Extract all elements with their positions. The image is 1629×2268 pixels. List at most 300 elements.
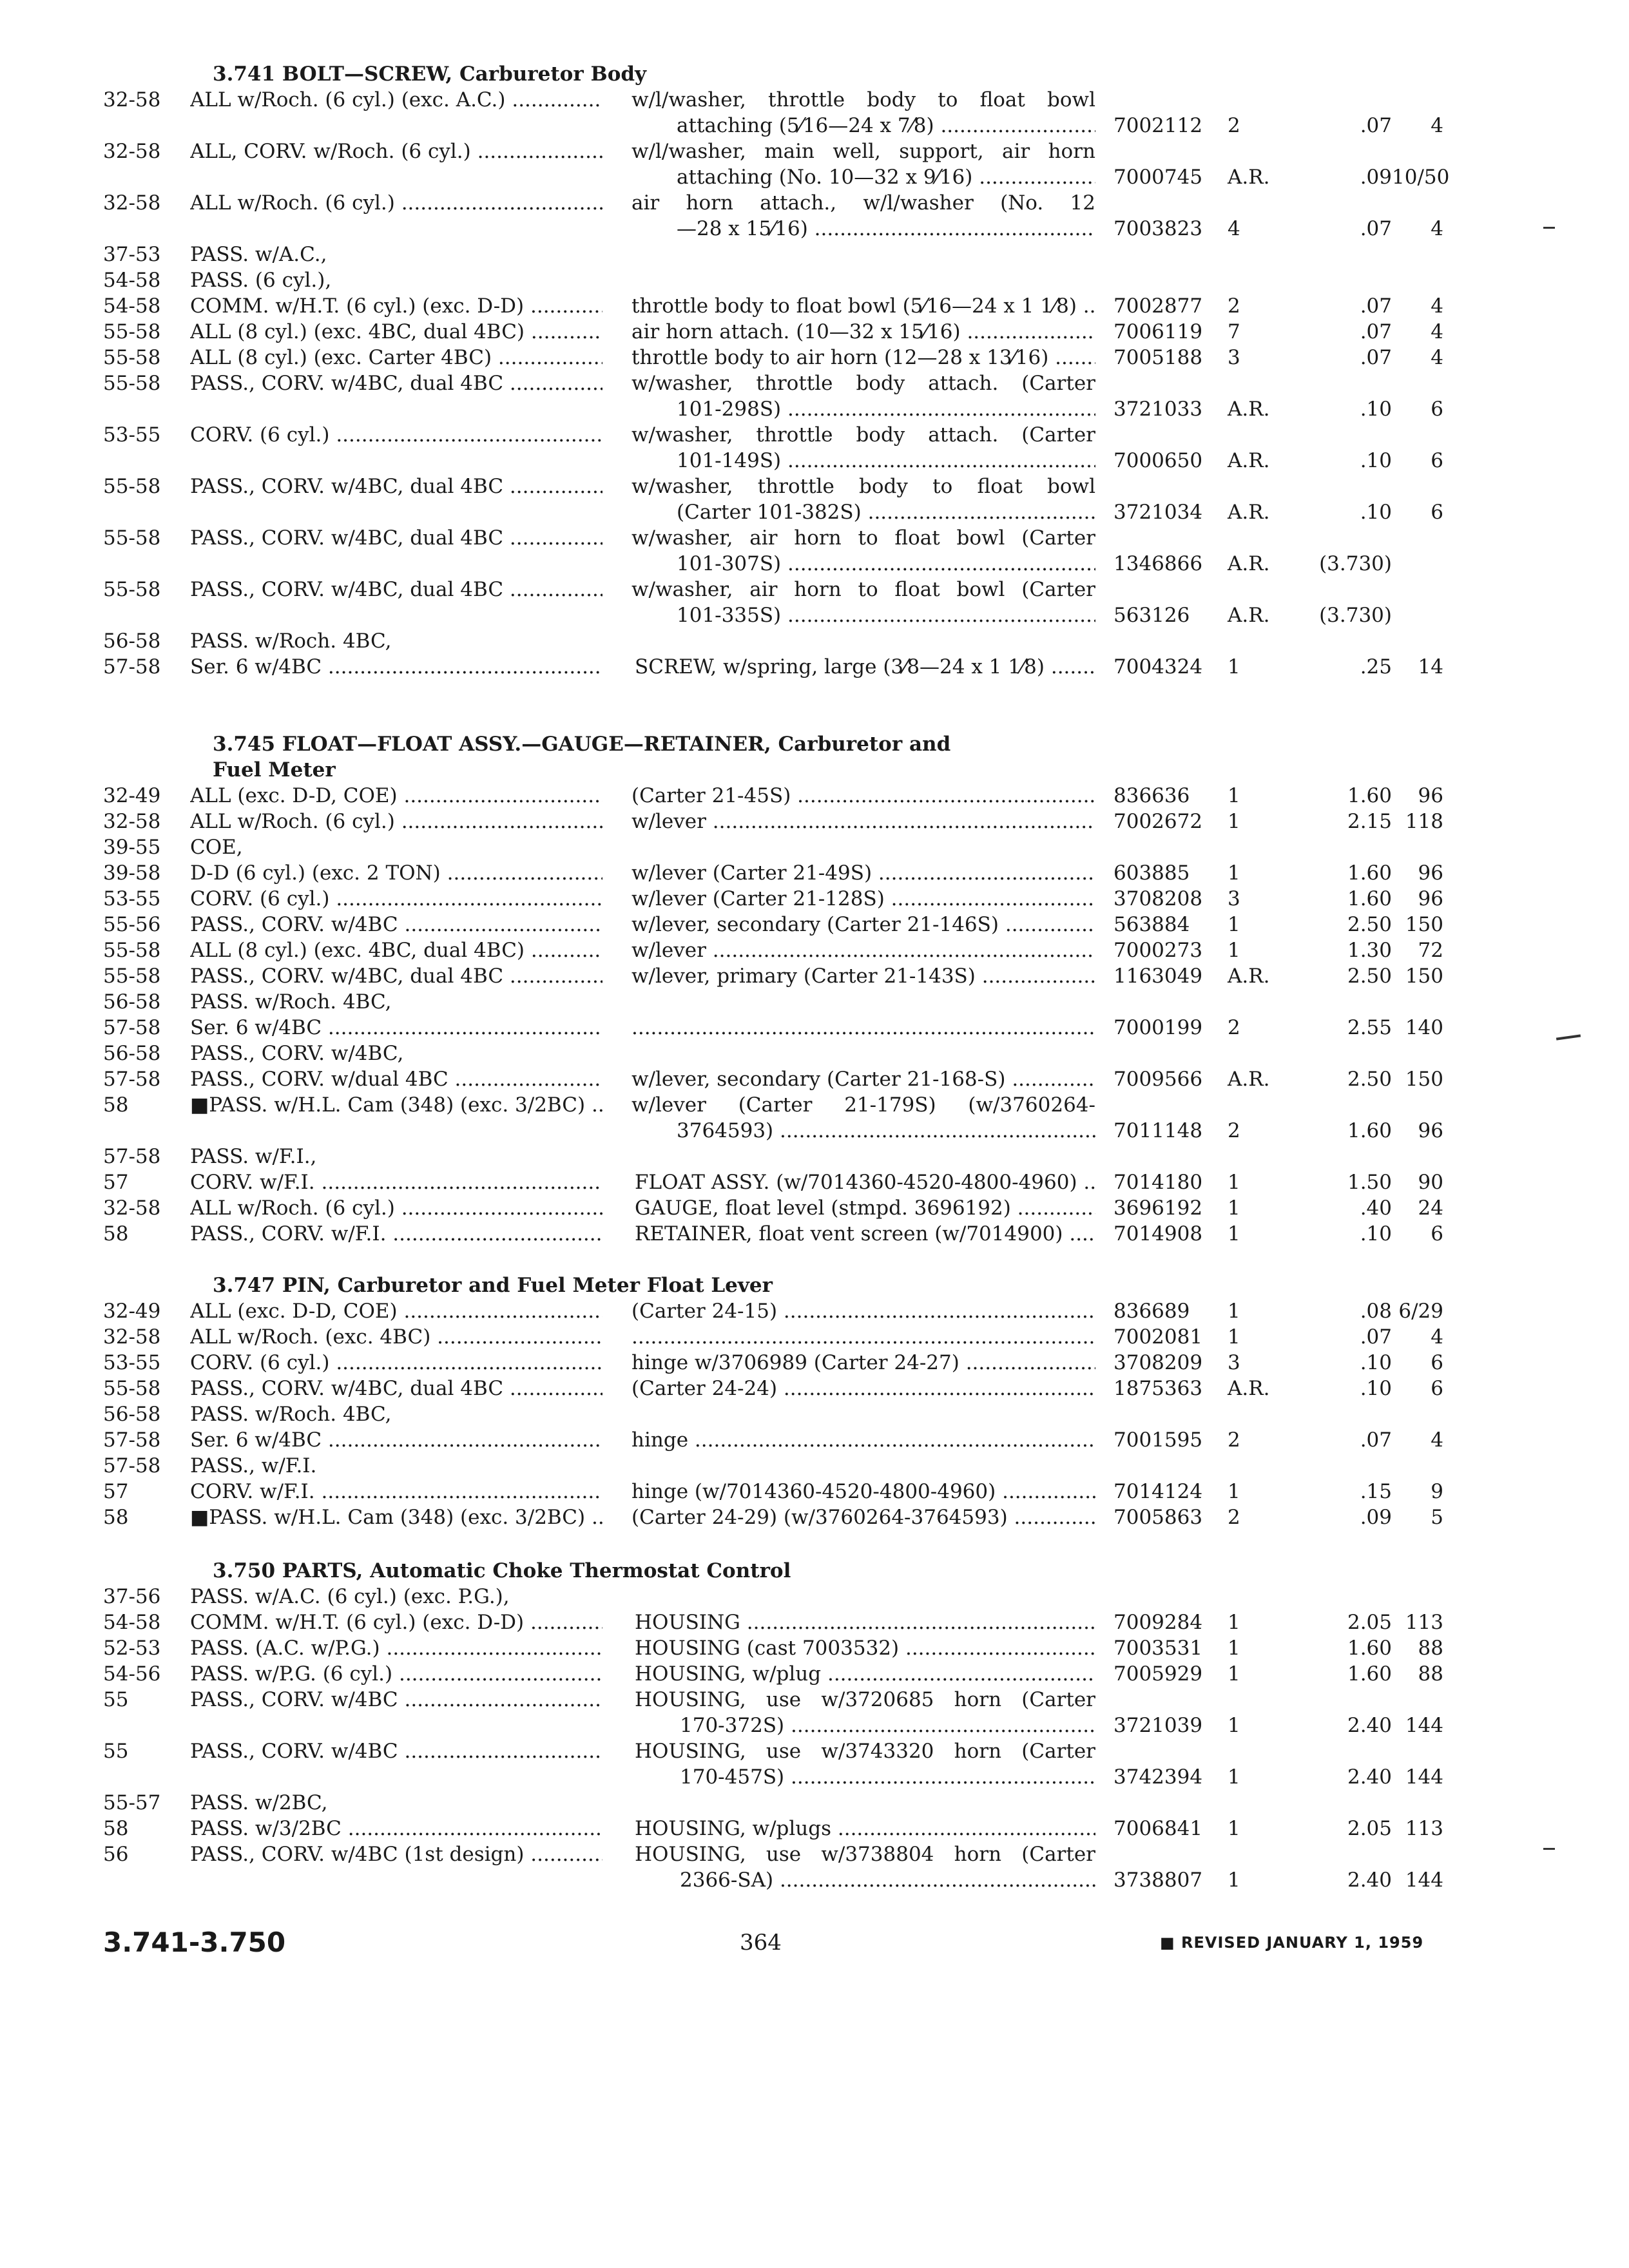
model-applicability: PASS., CORV. w/4BC, dual 4BC .....: [190, 474, 602, 499]
description-line: w/washer, air horn to float bowl (Carter: [631, 526, 1095, 550]
model-applicability: Ser. 6 w/4BC .....: [190, 654, 602, 680]
description-line: HOUSING (cast 7003532) .....: [635, 1635, 1095, 1661]
model-applicability: PASS. w/Roch. 4BC,: [190, 1403, 392, 1426]
model-applicability: PASS. w/Roch. 4BC,: [190, 990, 392, 1014]
list-price: .07: [1360, 320, 1392, 343]
model-applicability: ALL w/Roch. (6 cyl.) .....: [190, 1195, 602, 1221]
part-description: [631, 293, 1095, 319]
package-quantity: 4: [1431, 1325, 1443, 1349]
description-line: hinge .....: [631, 1427, 1095, 1453]
table-row: [0, 1350, 1629, 1376]
page-footer: [0, 1923, 1629, 1962]
section-title: 3.745 FLOAT—FLOAT ASSY.—GAUGE—RETAINER, Carburetor and Fuel Meter: [213, 733, 951, 782]
description-line: attaching (No. 10—32 x 9⁄16) .....: [631, 164, 1095, 190]
package-quantity: 88: [1418, 1662, 1443, 1686]
part-description: [631, 577, 1095, 628]
model-applicability: ALL w/Roch. (6 cyl.) .....: [190, 190, 602, 216]
model-years: 55-58: [103, 965, 161, 988]
model-years: 55-57: [103, 1791, 161, 1814]
model-applicability: PASS., CORV. w/F.I. .....: [190, 1221, 602, 1247]
list-price: 2.55: [1347, 1016, 1392, 1039]
table-row: [0, 1298, 1629, 1324]
table-row: [0, 963, 1629, 989]
description-line: w/washer, throttle body to float bowl: [631, 475, 1095, 498]
package-quantity: 90: [1418, 1171, 1443, 1194]
table-row: [0, 628, 1629, 654]
part-description: [631, 912, 1095, 937]
table-row: [0, 190, 1629, 242]
description-line: (Carter 21-45S) .....: [631, 783, 1095, 809]
model-applicability: COE,: [190, 836, 243, 859]
model-applicability: PASS., CORV. w/4BC, dual 4BC .....: [190, 963, 602, 989]
model-years: 32-49: [103, 784, 161, 807]
part-number: 3742394: [1113, 1765, 1203, 1789]
table-row: [0, 783, 1629, 809]
model-applicability: PASS., CORV. w/4BC .....: [190, 912, 602, 937]
list-price: 1.50: [1347, 1171, 1392, 1194]
model-applicability: PASS., CORV. w/4BC,: [190, 1042, 404, 1065]
part-description: [631, 1324, 1095, 1350]
description-line: 101-335S) .....: [631, 602, 1095, 628]
package-quantity: 6: [1431, 1377, 1443, 1400]
model-years: 58: [103, 1222, 129, 1245]
page-number: 364: [740, 1930, 782, 1956]
list-price: .10: [1360, 501, 1392, 524]
part-description: [631, 370, 1095, 422]
margin-mark: [1543, 1848, 1555, 1850]
part-description: [631, 1066, 1095, 1092]
description-line: 170-372S) .....: [635, 1713, 1095, 1738]
model-applicability: ■PASS. w/H.L. Cam (348) (exc. 3/2BC) .....: [190, 1504, 602, 1530]
list-price: .07: [1360, 1428, 1392, 1452]
list-price: 2.40: [1347, 1765, 1392, 1789]
description-line: SCREW, w/spring, large (3⁄8—24 x 1 1⁄8) .....: [635, 654, 1095, 680]
package-quantity: 6: [1431, 1351, 1443, 1374]
quantity: A.R.: [1228, 1068, 1270, 1091]
part-description: [631, 345, 1095, 370]
model-applicability: PASS. w/F.I.,: [190, 1145, 317, 1168]
part-number: 603885: [1113, 861, 1190, 885]
table-row: [0, 654, 1629, 680]
table-row: [0, 1790, 1629, 1816]
description-line: HOUSING, w/plugs .....: [635, 1816, 1095, 1841]
description-line: GAUGE, float level (stmpd. 3696192) .....: [635, 1195, 1095, 1221]
part-description: [631, 1479, 1095, 1504]
model-applicability: PASS. w/P.G. (6 cyl.) .....: [190, 1661, 602, 1687]
package-quantity: 113: [1405, 1611, 1443, 1634]
model-years: 56-58: [103, 990, 161, 1014]
part-description: [631, 809, 1095, 834]
list-price: 1.60: [1347, 1662, 1392, 1686]
model-applicability: PASS. w/3/2BC .....: [190, 1816, 602, 1841]
table-row: [0, 1066, 1629, 1092]
model-applicability: CORV. w/F.I. .....: [190, 1479, 602, 1504]
list-price: .15: [1360, 1480, 1392, 1503]
model-years: 56: [103, 1843, 129, 1866]
quantity: 1: [1228, 655, 1240, 678]
part-number: 7006841: [1113, 1817, 1203, 1840]
list-price: 2.40: [1347, 1714, 1392, 1737]
model-years: 55-58: [103, 578, 161, 601]
quantity: 1: [1228, 913, 1240, 936]
package-quantity: 4: [1431, 1428, 1443, 1452]
part-description: [631, 1015, 1095, 1041]
package-quantity: 144: [1405, 1714, 1443, 1737]
quantity: 3: [1228, 1351, 1240, 1374]
part-number: 7002672: [1113, 810, 1203, 833]
model-applicability: PASS., CORV. w/4BC .....: [190, 1738, 602, 1764]
model-years: 57-58: [103, 1068, 161, 1091]
part-number: 836636: [1113, 784, 1190, 807]
part-number: 7000650: [1113, 449, 1203, 472]
model-years: 56-58: [103, 1042, 161, 1065]
part-description: [631, 190, 1095, 242]
package-quantity: 144: [1405, 1765, 1443, 1789]
model-years: 57: [103, 1480, 129, 1503]
model-years: 53-55: [103, 887, 161, 910]
part-description: [635, 1610, 1095, 1635]
model-applicability: CORV. w/F.I. .....: [190, 1169, 602, 1195]
model-applicability: PASS. (A.C. w/P.G.) .....: [190, 1635, 602, 1661]
model-years: 39-58: [103, 861, 161, 885]
package-quantity: 150: [1405, 913, 1443, 936]
section-title: 3.750 PARTS, Automatic Choke Thermostat Control: [213, 1559, 791, 1582]
part-description: [635, 1169, 1095, 1195]
package-quantity: 6: [1431, 449, 1443, 472]
table-row: [0, 1401, 1629, 1427]
table-row: [0, 1504, 1629, 1530]
description-line: HOUSING .....: [635, 1610, 1095, 1635]
model-applicability: ALL (8 cyl.) (exc. 4BC, dual 4BC) .....: [190, 319, 602, 345]
description-line: 3764593) .....: [631, 1118, 1095, 1144]
description-line: attaching (5⁄16—24 x 7⁄8) .....: [631, 113, 1095, 139]
part-description: [631, 474, 1095, 525]
model-years: 53-55: [103, 423, 161, 447]
model-years: 37-53: [103, 243, 161, 266]
description-line: w/lever, secondary (Carter 21-146S) .....: [631, 912, 1095, 937]
description-line: w/washer, air horn to float bowl (Carter: [631, 578, 1095, 601]
model-years: 32-58: [103, 88, 161, 111]
quantity: 1: [1228, 1662, 1240, 1686]
list-price: 1.60: [1347, 1637, 1392, 1660]
description-line: HOUSING, w/plug .....: [635, 1661, 1095, 1687]
description-line: 2366-SA) .....: [635, 1867, 1095, 1893]
package-quantity: 10/50: [1392, 166, 1450, 189]
quantity: 1: [1228, 1222, 1240, 1245]
list-price: 1.60: [1347, 887, 1392, 910]
quantity: A.R.: [1228, 166, 1270, 189]
quantity: 1: [1228, 1611, 1240, 1634]
part-description: [631, 139, 1095, 190]
quantity: 1: [1228, 784, 1240, 807]
package-quantity: 6/29: [1398, 1300, 1443, 1323]
model-applicability: ALL (exc. D-D, COE) .....: [190, 1298, 602, 1324]
part-description: [631, 886, 1095, 912]
model-applicability: PASS. w/2BC,: [190, 1791, 328, 1814]
part-description: [631, 1350, 1095, 1376]
part-description: [631, 319, 1095, 345]
model-years: 55-58: [103, 320, 161, 343]
part-number: 7003823: [1113, 217, 1203, 240]
quantity: 2: [1228, 1119, 1240, 1142]
model-years: 57-58: [103, 655, 161, 678]
description-line: HOUSING, use w/3738804 horn (Carter: [635, 1843, 1095, 1866]
quantity: 3: [1228, 346, 1240, 369]
table-row: [0, 242, 1629, 267]
package-quantity: 150: [1405, 965, 1443, 988]
model-applicability: D-D (6 cyl.) (exc. 2 TON) .....: [190, 860, 602, 886]
list-price: .10: [1360, 1222, 1392, 1245]
table-row: [0, 1041, 1629, 1066]
table-row: [0, 370, 1629, 422]
part-number: 3738807: [1113, 1869, 1203, 1892]
part-description: [631, 87, 1095, 139]
list-price: .07: [1360, 294, 1392, 318]
package-quantity: 6: [1431, 501, 1443, 524]
model-applicability: Ser. 6 w/4BC .....: [190, 1015, 602, 1041]
description-line: RETAINER, float vent screen (w/7014900) .....: [635, 1221, 1095, 1247]
model-years: 54-58: [103, 294, 161, 318]
quantity: 2: [1228, 114, 1240, 137]
quantity: 1: [1228, 1196, 1240, 1220]
part-description: [631, 937, 1095, 963]
model-applicability: PASS., CORV. w/dual 4BC .....: [190, 1066, 602, 1092]
table-row: [0, 989, 1629, 1015]
part-number: 7002112: [1113, 114, 1203, 137]
quantity: 2: [1228, 1428, 1240, 1452]
part-number: 7000745: [1113, 166, 1203, 189]
package-quantity: 4: [1431, 217, 1443, 240]
model-applicability: ALL (8 cyl.) (exc. 4BC, dual 4BC) .....: [190, 937, 602, 963]
list-price: .07: [1360, 1325, 1392, 1349]
model-years: 57-58: [103, 1454, 161, 1477]
part-number: 563126: [1113, 604, 1190, 627]
model-applicability: PASS. w/Roch. 4BC,: [190, 629, 392, 653]
description-line: FLOAT ASSY. (w/7014360-4520-4800-4960) .....: [635, 1169, 1095, 1195]
part-number: 7014124: [1113, 1480, 1203, 1503]
model-years: 55-58: [103, 475, 161, 498]
part-number: 7005929: [1113, 1662, 1203, 1686]
quantity: 1: [1228, 1300, 1240, 1323]
part-number: 3708209: [1113, 1351, 1203, 1374]
description-line: air horn attach. (10—32 x 15⁄16) .....: [631, 319, 1095, 345]
model-years: 55-58: [103, 346, 161, 369]
section-title: 3.741 BOLT—SCREW, Carburetor Body: [213, 62, 647, 86]
list-price: 1.60: [1347, 861, 1392, 885]
description-line: w/washer, throttle body attach. (Carter: [631, 423, 1095, 447]
quantity: A.R.: [1228, 965, 1270, 988]
section-title: 3.747 PIN, Carburetor and Fuel Meter Float Lever: [213, 1274, 773, 1297]
table-row: [0, 1584, 1629, 1610]
model-applicability: ■PASS. w/H.L. Cam (348) (exc. 3/2BC) .....: [190, 1092, 602, 1118]
quantity: 1: [1228, 1869, 1240, 1892]
list-price: .07: [1360, 346, 1392, 369]
table-row: [0, 1453, 1629, 1479]
section-range: 3.741-3.750: [103, 1927, 286, 1958]
part-number: 7005863: [1113, 1506, 1203, 1529]
description-line: air horn attach., w/l/washer (No. 12: [631, 191, 1095, 215]
package-quantity: 4: [1431, 114, 1443, 137]
package-quantity: 6: [1431, 398, 1443, 421]
table-row: [0, 474, 1629, 525]
quantity: 1: [1228, 1171, 1240, 1194]
quantity: 1: [1228, 1637, 1240, 1660]
quantity: 1: [1228, 939, 1240, 962]
part-description: [631, 1092, 1095, 1144]
table-row: [0, 1687, 1629, 1738]
quantity: 2: [1228, 294, 1240, 318]
list-price: .07: [1360, 217, 1392, 240]
package-quantity: 4: [1431, 320, 1443, 343]
model-years: 57: [103, 1171, 129, 1194]
model-years: 54-58: [103, 269, 161, 292]
model-applicability: ALL w/Roch. (6 cyl.) (exc. A.C.) .....: [190, 87, 602, 113]
part-description: [631, 860, 1095, 886]
part-description: [631, 963, 1095, 989]
list-price: .40: [1360, 1196, 1392, 1220]
table-row: [0, 1610, 1629, 1635]
quantity: 1: [1228, 861, 1240, 885]
margin-mark: [1543, 227, 1555, 229]
description-line: —28 x 15⁄16) .....: [631, 216, 1095, 242]
model-applicability: COMM. w/H.T. (6 cyl.) (exc. D-D) .....: [190, 293, 602, 319]
part-number: 1163049: [1113, 965, 1203, 988]
list-price: .10: [1360, 449, 1392, 472]
table-row: [0, 1195, 1629, 1221]
quantity: A.R.: [1228, 1377, 1270, 1400]
model-years: 57-58: [103, 1016, 161, 1039]
description-line: w/washer, throttle body attach. (Carter: [631, 372, 1095, 395]
model-years: 57-58: [103, 1145, 161, 1168]
list-price: 2.50: [1347, 965, 1392, 988]
model-applicability: ALL w/Roch. (exc. 4BC) .....: [190, 1324, 602, 1350]
model-applicability: PASS., CORV. w/4BC, dual 4BC .....: [190, 1376, 602, 1401]
table-row: [0, 139, 1629, 190]
part-number: 7002877: [1113, 294, 1203, 318]
model-years: 56-58: [103, 629, 161, 653]
part-number: 3696192: [1113, 1196, 1203, 1220]
description-line: HOUSING, use w/3720685 horn (Carter: [635, 1688, 1095, 1711]
part-description: [635, 1841, 1095, 1893]
part-number: 3708208: [1113, 887, 1203, 910]
part-description: [635, 1816, 1095, 1841]
description-line: 101-149S) .....: [631, 448, 1095, 474]
model-years: 32-58: [103, 140, 161, 163]
table-row: [0, 1092, 1629, 1144]
part-description: [635, 654, 1095, 680]
part-description: [635, 1738, 1095, 1790]
model-applicability: PASS., CORV. w/4BC (1st design) .....: [190, 1841, 602, 1867]
table-row: [0, 577, 1629, 628]
table-row: [0, 525, 1629, 577]
package-quantity: 88: [1418, 1637, 1443, 1660]
list-price: .10: [1360, 1351, 1392, 1374]
quantity: 1: [1228, 810, 1240, 833]
model-applicability: ALL w/Roch. (6 cyl.) .....: [190, 809, 602, 834]
quantity: A.R.: [1228, 398, 1270, 421]
quantity: 7: [1228, 320, 1240, 343]
table-row: [0, 1427, 1629, 1453]
table-row: [0, 1738, 1629, 1790]
model-applicability: PASS., CORV. w/4BC, dual 4BC .....: [190, 370, 602, 396]
part-number: 7000199: [1113, 1016, 1203, 1039]
model-years: 55-58: [103, 526, 161, 550]
table-row: [0, 319, 1629, 345]
description-line: throttle body to float bowl (5⁄16—24 x 1 1⁄8) .....: [631, 293, 1095, 319]
list-price: 2.05: [1347, 1817, 1392, 1840]
table-row: [0, 293, 1629, 319]
model-applicability: PASS. (6 cyl.),: [190, 269, 332, 292]
table-row: [0, 860, 1629, 886]
part-description: [631, 422, 1095, 474]
table-row: [0, 937, 1629, 963]
table-row: [0, 912, 1629, 937]
list-price: 1.60: [1347, 784, 1392, 807]
package-quantity: 5: [1431, 1506, 1443, 1529]
model-years: 53-55: [103, 1351, 161, 1374]
description-line: throttle body to air horn (12—28 x 13⁄16) .....: [631, 345, 1095, 370]
model-years: 57-58: [103, 1428, 161, 1452]
description-line: 101-298S) .....: [631, 396, 1095, 422]
package-quantity: 150: [1405, 1068, 1443, 1091]
quantity: 1: [1228, 1765, 1240, 1789]
model-applicability: PASS. w/A.C.,: [190, 243, 327, 266]
description-line: (Carter 101-382S) .....: [631, 499, 1095, 525]
package-quantity: 4: [1431, 294, 1443, 318]
package-quantity: 140: [1405, 1016, 1443, 1039]
description-line: [631, 1015, 1095, 1041]
model-applicability: PASS. w/A.C. (6 cyl.) (exc. P.G.),: [190, 1585, 510, 1608]
description-line: w/lever, secondary (Carter 21-168-S) .....: [631, 1066, 1095, 1092]
model-years: 39-55: [103, 836, 161, 859]
part-number: 7009566: [1113, 1068, 1203, 1091]
quantity: 3: [1228, 887, 1240, 910]
model-years: 54-56: [103, 1662, 161, 1686]
model-applicability: PASS., CORV. w/4BC, dual 4BC .....: [190, 525, 602, 551]
description-line: (Carter 24-15) .....: [631, 1298, 1095, 1324]
part-number: 3721034: [1113, 501, 1203, 524]
package-quantity: 118: [1405, 810, 1443, 833]
part-number: 7004324: [1113, 655, 1203, 678]
part-number: 7000273: [1113, 939, 1203, 962]
model-years: 55: [103, 1740, 129, 1763]
model-years: 55-58: [103, 939, 161, 962]
table-row: [0, 1816, 1629, 1841]
list-price: .07: [1360, 114, 1392, 137]
package-quantity: 96: [1418, 784, 1443, 807]
package-quantity: 24: [1418, 1196, 1443, 1220]
model-applicability: CORV. (6 cyl.) .....: [190, 422, 602, 448]
model-applicability: ALL, CORV. w/Roch. (6 cyl.) .....: [190, 139, 602, 164]
description-line: hinge (w/7014360-4520-4800-4960) .....: [631, 1479, 1095, 1504]
list-price: .10: [1360, 398, 1392, 421]
description-line: 101-307S) .....: [631, 551, 1095, 577]
quantity: 1: [1228, 1714, 1240, 1737]
part-number: 836689: [1113, 1300, 1190, 1323]
model-years: 58: [103, 1506, 129, 1529]
package-quantity: 4: [1431, 346, 1443, 369]
list-price: 2.50: [1347, 1068, 1392, 1091]
part-description: [635, 1635, 1095, 1661]
list-price: .09: [1360, 166, 1392, 189]
table-row: [0, 87, 1629, 139]
table-row: [0, 267, 1629, 293]
part-number: 3721039: [1113, 1714, 1203, 1737]
quantity: 1: [1228, 1325, 1240, 1349]
model-years: 55-58: [103, 1377, 161, 1400]
quantity: A.R.: [1228, 604, 1270, 627]
list-price: .09: [1360, 1506, 1392, 1529]
